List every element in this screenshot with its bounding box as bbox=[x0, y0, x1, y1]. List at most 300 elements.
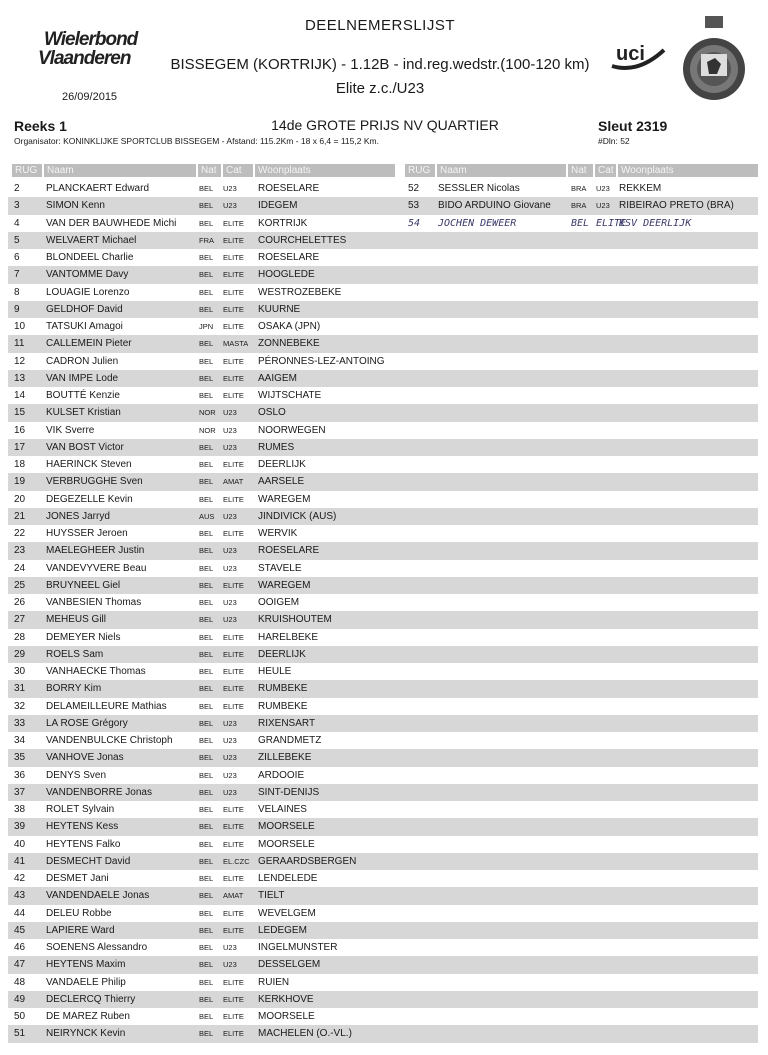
nat-cell: BEL bbox=[199, 925, 214, 935]
naam-cell: PLANCKAERT Edward bbox=[46, 183, 150, 194]
nat-cell: BEL bbox=[199, 736, 214, 745]
table-row bbox=[8, 197, 758, 214]
cat-cell: ELITE bbox=[223, 460, 244, 469]
naam-cell: BLONDEEL Charlie bbox=[46, 252, 134, 263]
nat-cell: JPN bbox=[199, 322, 214, 331]
table-row bbox=[8, 715, 758, 732]
nat-cell: FRA bbox=[199, 235, 214, 245]
table-row bbox=[8, 629, 758, 646]
nat-cell: BEL bbox=[199, 442, 214, 452]
woonplaats-cell: DESSELGEM bbox=[258, 959, 321, 971]
table-row bbox=[8, 646, 758, 663]
event-name: 14de GROTE PRIJS NV QUARTIER bbox=[271, 117, 499, 133]
woonplaats-cell: HEULE bbox=[258, 666, 292, 677]
naam-cell: VANTOMME Davy bbox=[46, 269, 129, 281]
nat-cell: BEL bbox=[199, 598, 214, 607]
naam-cell: ROLET Sylvain bbox=[46, 804, 115, 815]
woonplaats-cell: RUMES bbox=[258, 441, 295, 453]
woonplaats-cell: MACHELEN (O.-VL.) bbox=[258, 1028, 352, 1040]
organisator-info: Organisator: KONINKLIJKE SPORTCLUB BISSEGEM - Afstand: 115.2Km - 18 x 6,4 = 115,2 Km. bbox=[14, 136, 379, 146]
woonplaats-cell: LEDEGEM bbox=[258, 924, 307, 936]
rug-cell-right: 53 bbox=[408, 200, 420, 212]
naam-cell: VANHAECKE Thomas bbox=[46, 666, 146, 677]
nat-cell: BEL bbox=[199, 960, 214, 970]
nat-cell: BEL bbox=[199, 649, 214, 659]
nat-cell: BEL bbox=[199, 391, 214, 400]
table-row bbox=[8, 663, 758, 680]
woonplaats-cell: DEERLIJK bbox=[258, 459, 306, 470]
nat-cell: BEL bbox=[199, 184, 214, 193]
naam-cell: DE MAREZ Ruben bbox=[46, 1011, 130, 1022]
cat-cell: U23 bbox=[223, 184, 237, 193]
naam-cell-right: SESSLER Nicolas bbox=[438, 183, 520, 194]
table-row bbox=[8, 301, 758, 318]
cat-cell: ELITE bbox=[223, 235, 244, 245]
woonplaats-cell: TIELT bbox=[258, 890, 285, 902]
table-row bbox=[8, 611, 758, 628]
naam-cell: NEIRYNCK Kevin bbox=[46, 1028, 126, 1040]
nat-cell: BEL bbox=[199, 805, 214, 814]
rug-cell: 38 bbox=[14, 804, 26, 815]
naam-cell: DESMET Jani bbox=[46, 873, 109, 884]
naam-cell: DELAMEILLEURE Mathias bbox=[46, 700, 167, 712]
rug-cell: 10 bbox=[14, 321, 26, 332]
woonplaats-cell: MOORSELE bbox=[258, 821, 315, 833]
cat-cell: U23 bbox=[223, 960, 237, 970]
table-row bbox=[8, 422, 758, 439]
naam-cell-right: JOCHEN DEWEER bbox=[438, 217, 517, 229]
nat-cell: BEL bbox=[199, 253, 214, 262]
rug-cell: 23 bbox=[14, 545, 26, 557]
nat-cell: BEL bbox=[199, 632, 214, 642]
col-header-cat: Cat bbox=[223, 164, 253, 177]
table-row bbox=[8, 836, 758, 853]
cat-cell: ELITE bbox=[223, 1012, 244, 1021]
naam-cell: VANDEVYVERE Beau bbox=[46, 562, 147, 574]
nat-cell: BEL bbox=[199, 580, 214, 590]
table-row bbox=[8, 180, 758, 197]
rug-cell: 19 bbox=[14, 476, 26, 488]
nat-cell: BEL bbox=[199, 563, 214, 573]
woonplaats-cell: IDEGEM bbox=[258, 200, 298, 212]
table-row bbox=[8, 353, 758, 370]
cat-cell: ELITE bbox=[223, 253, 244, 262]
cat-cell: ELITE bbox=[223, 805, 244, 814]
col-header-naam-right: Naam bbox=[437, 164, 566, 177]
rug-cell: 13 bbox=[14, 372, 26, 384]
rug-cell: 30 bbox=[14, 666, 26, 677]
nat-cell: BEL bbox=[199, 667, 214, 676]
cat-cell: ELITE bbox=[223, 322, 244, 331]
cat-cell: U23 bbox=[223, 736, 237, 745]
col-header-cat-right: Cat bbox=[595, 164, 616, 177]
woonplaats-cell: ROESELARE bbox=[258, 183, 320, 194]
naam-cell: VERBRUGGHE Sven bbox=[46, 476, 143, 488]
nat-cell: BEL bbox=[199, 615, 214, 625]
naam-cell: VANDENBULCKE Christoph bbox=[46, 735, 173, 746]
table-row bbox=[8, 749, 758, 766]
uci-logo bbox=[608, 40, 668, 72]
cat-cell: EL.CZC bbox=[223, 856, 250, 866]
rug-cell: 26 bbox=[14, 597, 26, 608]
nat-cell-right: BRA bbox=[571, 201, 587, 211]
cat-cell: AMAT bbox=[223, 891, 244, 901]
sleut-number: Sleut 2319 bbox=[598, 118, 668, 134]
cat-cell: ELITE bbox=[223, 908, 244, 918]
woonplaats-cell: GERAARDSBERGEN bbox=[258, 855, 357, 867]
rug-cell: 17 bbox=[14, 441, 26, 453]
table-row bbox=[8, 387, 758, 404]
naam-cell: SIMON Kenn bbox=[46, 200, 105, 212]
nat-cell: BEL bbox=[199, 201, 214, 211]
rug-cell: 27 bbox=[14, 614, 26, 626]
nat-cell: BEL bbox=[199, 304, 214, 314]
rug-cell: 33 bbox=[14, 717, 26, 729]
woonplaats-cell: KERKHOVE bbox=[258, 993, 314, 1005]
woonplaats-cell: INGELMUNSTER bbox=[258, 942, 338, 953]
rug-cell: 39 bbox=[14, 821, 26, 833]
nat-cell: BEL bbox=[199, 891, 214, 901]
table-row bbox=[8, 870, 758, 887]
nat-cell: BEL bbox=[199, 373, 214, 383]
table-row bbox=[8, 404, 758, 421]
rug-cell: 50 bbox=[14, 1011, 26, 1022]
nat-cell: BEL bbox=[199, 874, 214, 883]
table-row bbox=[8, 594, 758, 611]
naam-cell: MAELEGHEER Justin bbox=[46, 545, 145, 557]
table-row bbox=[8, 680, 758, 697]
naam-cell: WELVAERT Michael bbox=[46, 234, 137, 246]
table-row bbox=[8, 577, 758, 594]
naam-cell: DENYS Sven bbox=[46, 769, 107, 781]
naam-cell: CALLEMEIN Pieter bbox=[46, 338, 132, 350]
cat-cell: ELITE bbox=[223, 667, 244, 676]
rug-cell: 24 bbox=[14, 562, 26, 574]
naam-cell: SOENENS Alessandro bbox=[46, 942, 148, 953]
cat-cell: U23 bbox=[223, 770, 237, 780]
nat-cell: NOR bbox=[199, 425, 216, 435]
rug-cell: 49 bbox=[14, 993, 26, 1005]
cat-cell: ELITE bbox=[223, 994, 244, 1004]
table-row bbox=[8, 456, 758, 473]
page-title: DEELNEMERSLIJST bbox=[304, 17, 456, 34]
woonplaats-cell: OSAKA (JPN) bbox=[258, 321, 321, 332]
uci-logo-text: uci bbox=[616, 43, 645, 65]
cat-cell: ELITE bbox=[223, 839, 244, 849]
col-header-rug: RUG bbox=[12, 164, 42, 177]
naam-cell: DELEU Robbe bbox=[46, 907, 112, 919]
col-header-nat-right: Nat bbox=[568, 164, 593, 177]
woonplaats-cell: HOOGLEDE bbox=[258, 269, 315, 281]
rug-cell: 41 bbox=[14, 855, 26, 867]
woonplaats-cell: KUURNE bbox=[258, 303, 301, 315]
rug-cell: 29 bbox=[14, 648, 26, 660]
naam-cell: DEMEYER Niels bbox=[46, 631, 121, 643]
list-date: 26/09/2015 bbox=[62, 91, 118, 103]
cat-cell-right: U23 bbox=[596, 201, 610, 211]
table-row bbox=[8, 732, 758, 749]
col-header-woonplaats: Woonplaats bbox=[255, 164, 395, 177]
rug-cell: 15 bbox=[14, 407, 26, 419]
rug-cell: 34 bbox=[14, 735, 26, 746]
table-row bbox=[8, 542, 758, 559]
cat-cell: ELITE bbox=[223, 580, 244, 590]
rug-cell: 9 bbox=[14, 303, 20, 315]
race-category: Elite z.c./U23 bbox=[335, 80, 425, 97]
naam-cell: VAN IMPE Lode bbox=[46, 372, 119, 384]
woonplaats-cell-right: RIBEIRAO PRETO (BRA) bbox=[619, 200, 734, 212]
wielerbond-vlaanderen-logo bbox=[38, 30, 146, 72]
rug-cell: 45 bbox=[14, 924, 26, 936]
table-row bbox=[8, 922, 758, 939]
woonplaats-cell: WAREGEM bbox=[258, 579, 311, 591]
nat-cell-right: BEL bbox=[571, 217, 590, 229]
logo-line1: Wielerbond bbox=[44, 29, 138, 50]
rug-cell: 22 bbox=[14, 528, 26, 539]
rug-cell: 25 bbox=[14, 579, 26, 591]
table-row bbox=[8, 266, 758, 283]
woonplaats-cell: RUMBEKE bbox=[258, 700, 308, 712]
woonplaats-cell: SINT-DENIJS bbox=[258, 786, 320, 798]
cat-cell: ELITE bbox=[223, 874, 244, 883]
rug-cell: 20 bbox=[14, 493, 26, 505]
table-row bbox=[8, 284, 758, 301]
rug-cell: 35 bbox=[14, 752, 26, 764]
cat-cell: U23 bbox=[223, 563, 237, 573]
cat-cell: U23 bbox=[223, 201, 237, 211]
table-row bbox=[8, 1025, 758, 1042]
naam-cell: ROELS Sam bbox=[46, 648, 104, 660]
woonplaats-cell: RIXENSART bbox=[258, 717, 316, 729]
rug-cell: 2 bbox=[14, 183, 20, 194]
table-row bbox=[8, 956, 758, 973]
woonplaats-cell: AAIGEM bbox=[258, 372, 297, 384]
cat-cell: ELITE bbox=[223, 822, 244, 832]
naam-cell: VANDENBORRE Jonas bbox=[46, 786, 152, 798]
rug-cell: 11 bbox=[14, 338, 25, 350]
woonplaats-cell: NOORWEGEN bbox=[258, 424, 326, 436]
woonplaats-cell: RUIEN bbox=[258, 976, 290, 988]
woonplaats-cell: OOIGEM bbox=[258, 597, 300, 608]
naam-cell: JONES Jarryd bbox=[46, 510, 110, 522]
naam-cell: HEYTENS Kess bbox=[46, 821, 119, 833]
cat-cell: ELITE bbox=[223, 287, 244, 297]
col-header-nat: Nat bbox=[198, 164, 221, 177]
rug-cell: 36 bbox=[14, 769, 26, 781]
cat-cell: ELITE bbox=[223, 649, 244, 659]
naam-cell: LOUAGIE Lorenzo bbox=[46, 286, 130, 298]
naam-cell: BORRY Kim bbox=[46, 683, 102, 695]
table-row bbox=[8, 905, 758, 922]
woonplaats-cell: VELAINES bbox=[258, 804, 307, 815]
naam-cell: DESMECHT David bbox=[46, 855, 131, 867]
table-row bbox=[8, 801, 758, 818]
table-row bbox=[8, 887, 758, 904]
woonplaats-cell: JINDIVICK (AUS) bbox=[258, 510, 337, 522]
naam-cell: BOUTTÉ Kenzie bbox=[46, 390, 120, 401]
nat-cell: BEL bbox=[199, 494, 214, 504]
naam-cell: DECLERCQ Thierry bbox=[46, 993, 136, 1005]
nat-cell: BEL bbox=[199, 787, 214, 797]
cat-cell: ELITE bbox=[223, 218, 244, 228]
rug-cell: 5 bbox=[14, 234, 20, 246]
table-row bbox=[8, 491, 758, 508]
woonplaats-cell: MOORSELE bbox=[258, 838, 315, 850]
kbwb-seal-logo bbox=[681, 14, 747, 104]
nat-cell: BEL bbox=[199, 908, 214, 918]
table-row bbox=[8, 525, 758, 542]
nat-cell: BEL bbox=[199, 977, 214, 987]
cat-cell: U23 bbox=[223, 442, 237, 452]
cat-cell: ELITE bbox=[223, 373, 244, 383]
table-row bbox=[8, 249, 758, 266]
naam-cell: TATSUKI Amagoi bbox=[46, 321, 123, 332]
table-row bbox=[8, 318, 758, 335]
cat-cell: MASTA bbox=[223, 339, 249, 349]
naam-cell: VANBESIEN Thomas bbox=[46, 597, 142, 608]
cat-cell: U23 bbox=[223, 943, 237, 952]
cat-cell: U23 bbox=[223, 546, 237, 556]
nat-cell: BEL bbox=[199, 339, 214, 349]
cat-cell: ELITE bbox=[223, 684, 244, 694]
naam-cell: HEYTENS Maxim bbox=[46, 959, 126, 971]
naam-cell: VANDAELE Philip bbox=[46, 976, 126, 988]
rug-cell-right: 54 bbox=[408, 217, 421, 229]
woonplaats-cell: WEVELGEM bbox=[258, 907, 316, 919]
rug-cell: 12 bbox=[14, 355, 26, 367]
naam-cell: VAN BOST Victor bbox=[46, 441, 124, 453]
rug-cell: 42 bbox=[14, 873, 26, 884]
cat-cell: ELITE bbox=[223, 632, 244, 642]
woonplaats-cell: STAVELE bbox=[258, 562, 302, 574]
naam-cell: VAN DER BAUWHEDE Michi bbox=[46, 217, 177, 229]
nat-cell: BEL bbox=[199, 270, 214, 280]
participant-table bbox=[8, 180, 758, 1043]
table-row bbox=[8, 974, 758, 991]
nat-cell: BEL bbox=[199, 753, 214, 763]
col-header-naam: Naam bbox=[44, 164, 196, 177]
nat-cell: BEL bbox=[199, 1029, 214, 1039]
cat-cell: U23 bbox=[223, 787, 237, 797]
table-row bbox=[8, 784, 758, 801]
table-row bbox=[8, 560, 758, 577]
rug-cell: 7 bbox=[14, 269, 20, 281]
woonplaats-cell: HARELBEKE bbox=[258, 631, 319, 643]
nat-cell: BEL bbox=[199, 529, 214, 538]
nat-cell: BEL bbox=[199, 477, 214, 487]
table-row bbox=[8, 508, 758, 525]
cat-cell: U23 bbox=[223, 425, 237, 435]
woonplaats-cell: ZILLEBEKE bbox=[258, 752, 312, 764]
table-row bbox=[8, 853, 758, 870]
rug-cell: 21 bbox=[14, 510, 26, 522]
woonplaats-cell: WIJTSCHATE bbox=[258, 390, 322, 401]
rug-cell: 31 bbox=[14, 683, 26, 695]
rug-cell: 6 bbox=[14, 252, 20, 263]
naam-cell: GELDHOF David bbox=[46, 303, 123, 315]
woonplaats-cell: KRUISHOUTEM bbox=[258, 614, 332, 626]
table-row bbox=[8, 767, 758, 784]
cat-cell: U23 bbox=[223, 615, 237, 625]
table-row bbox=[8, 335, 758, 352]
cat-cell: ELITE bbox=[223, 925, 244, 935]
rug-cell: 3 bbox=[14, 200, 20, 212]
woonplaats-cell: ROESELARE bbox=[258, 252, 320, 263]
woonplaats-cell: ROESELARE bbox=[258, 545, 320, 557]
reeks-label: Reeks 1 bbox=[14, 118, 67, 134]
rug-cell: 8 bbox=[14, 286, 20, 298]
rug-cell: 46 bbox=[14, 942, 26, 953]
rug-cell: 51 bbox=[14, 1028, 26, 1040]
woonplaats-cell: DEERLIJK bbox=[258, 648, 306, 660]
race-name: BISSEGEM (KORTRIJK) - 1.12B - ind.reg.wedstr.(100-120 km) bbox=[170, 56, 590, 73]
cat-cell: ELITE bbox=[223, 356, 244, 366]
col-header-woonplaats-right: Woonplaats bbox=[618, 164, 758, 177]
nat-cell: BEL bbox=[199, 218, 214, 228]
naam-cell: DEGEZELLE Kevin bbox=[46, 493, 133, 505]
naam-cell: LAPIERE Ward bbox=[46, 924, 115, 936]
table-row bbox=[8, 818, 758, 835]
nat-cell: BEL bbox=[199, 822, 214, 832]
cat-cell: U23 bbox=[223, 718, 237, 728]
naam-cell: HEYTENS Falko bbox=[46, 838, 121, 850]
cat-cell: ELITE bbox=[223, 270, 244, 280]
nat-cell: BEL bbox=[199, 856, 214, 866]
rug-cell: 48 bbox=[14, 976, 26, 988]
table-row bbox=[8, 232, 758, 249]
naam-cell: KULSET Kristian bbox=[46, 407, 121, 419]
woonplaats-cell: AARSELE bbox=[258, 476, 305, 488]
rug-cell: 40 bbox=[14, 838, 26, 850]
cat-cell: U23 bbox=[223, 753, 237, 763]
logo-line2: Vlaanderen bbox=[38, 48, 131, 69]
naam-cell: HAERINCK Steven bbox=[46, 459, 132, 470]
rug-cell: 44 bbox=[14, 907, 26, 919]
table-row bbox=[8, 439, 758, 456]
naam-cell: CADRON Julien bbox=[46, 355, 119, 367]
rug-cell: 37 bbox=[14, 786, 26, 798]
nat-cell: BEL bbox=[199, 356, 214, 366]
table-row bbox=[8, 991, 758, 1008]
nat-cell: BEL bbox=[199, 684, 214, 694]
nat-cell: BEL bbox=[199, 460, 214, 469]
nat-cell: BEL bbox=[199, 943, 214, 952]
rug-cell: 4 bbox=[14, 217, 20, 229]
col-header-rug-right: RUG bbox=[405, 164, 435, 177]
woonplaats-cell-right: KSV DEERLIJK bbox=[619, 217, 692, 229]
rug-cell: 18 bbox=[14, 459, 26, 470]
woonplaats-cell: COURCHELETTES bbox=[258, 234, 347, 246]
rug-cell: 14 bbox=[14, 390, 26, 401]
cat-cell: ELITE bbox=[223, 391, 244, 400]
woonplaats-cell: GRANDMETZ bbox=[258, 735, 322, 746]
cat-cell: ELITE bbox=[223, 494, 244, 504]
nat-cell: BEL bbox=[199, 546, 214, 556]
nat-cell: BEL bbox=[199, 994, 214, 1004]
woonplaats-cell: ZONNEBEKE bbox=[258, 338, 320, 350]
cat-cell: U23 bbox=[223, 598, 237, 607]
rug-cell-right: 52 bbox=[408, 183, 420, 194]
naam-cell: LA ROSE Grégory bbox=[46, 717, 128, 729]
rug-cell: 43 bbox=[14, 890, 26, 902]
rug-cell: 16 bbox=[14, 424, 26, 436]
participant-count: #Dln: 52 bbox=[598, 136, 630, 146]
woonplaats-cell: ARDOOIE bbox=[258, 769, 305, 781]
cat-cell: ELITE bbox=[223, 1029, 244, 1039]
nat-cell: AUS bbox=[199, 511, 215, 521]
nat-cell: BEL bbox=[199, 839, 214, 849]
table-row bbox=[8, 370, 758, 387]
